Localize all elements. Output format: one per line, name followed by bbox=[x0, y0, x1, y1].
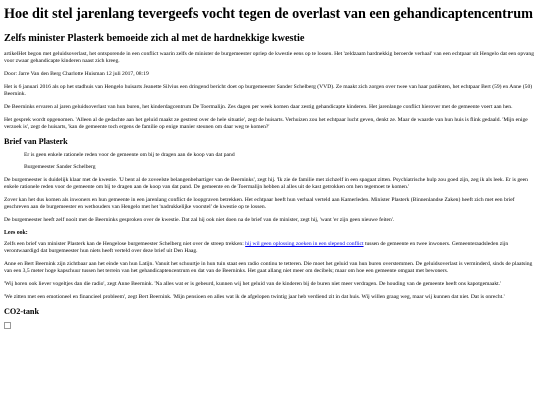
paragraph-text: Zelfs een brief van minister Plasterk kan de Hengelose burgemeester Schelberg niet over de streep trekken: bbox=[4, 241, 246, 248]
section-heading: CO2-tank bbox=[4, 307, 40, 317]
pull-quote-attribution: Burgemeester Sander Schelberg bbox=[24, 164, 96, 171]
read-also-label: Lees ook: bbox=[4, 229, 28, 236]
paragraph: De Beerninks ervaren al jaren geluidsoverlast van hun buren, het kinderdagcentrum De Toermalijn. Zes dagen per week komen daar zestig gehandicapte kinderen. Het jarenlange conflict hierover met de gemeente voert aan hen. bbox=[4, 103, 513, 110]
paragraph: De burgemeester heeft zelf nooit met de Beerninks gesproken over de kwestie. Dat zal hij ook niet doen na de brief van de minister, zegt hij, 'want 'er zijn geen nieuwe feiten'. bbox=[4, 216, 395, 223]
article-title: Hoe dit stel jarenlang tevergeefs vocht tegen de overlast van een gehandicaptencentrum bbox=[4, 6, 533, 22]
paragraph: 'We zitten met een emotioneel en financieel probleem', zegt Bert Beernink. 'Mijn pensioen en alles wat ik de afgelopen twintig jaar heb verdiend zit in dat huis. Wij willen graag weg, maar wij kunnen dat niet. Dat is onrecht.' bbox=[4, 293, 505, 300]
article-subtitle: Zelfs minister Plasterk bemoeide zich al met de hardnekkige kwestie bbox=[4, 33, 305, 44]
paragraph: Anne en Bert Beernink zijn zichtbaar aan het einde van hun Latijn. Vanuit het schuurtje in hun tuin staat een radio continu te tetteren. Die moet het geluid van hun buren overstemmen. De geluidsoverlast is verminderd, sinds de plaatsing van een 3,5 meter hoge kapschuur tussen het terrein van het gehandicaptencentrum en dat van de Beerninks. Het gaat allang niet meer om decibels; maar om hoe een gemeente omgaat met bewoners. bbox=[4, 261, 533, 275]
article-lead: artikelHet begon met geluidsoverlast, het ontsporende in een conflict waarin zelfs de minister de burgemeester opriep de kwestie eens op te lossen. Het 'zeldzaam hardnekkig beroerde verhaal' van een echtpaar uit Hengelo dat een opvang voor zwaar gehandicapte kinderen naast zich kreeg. bbox=[4, 51, 535, 65]
paragraph: Het gesprek wordt opgenomen. 'Alleen al de gedachte aan het geluid maakt ze gestrest over de hele situatie', zegt de huisarts. Verhuizen zou het echtpaar lucht geven, denkt ze. Maar de waarde van hun huis is flink gedaald. 'Mijn enige verzoek is', zegt de huisarts, 'kan de gemeente toch ergens de familie op enige manier steunen om daar weg te komen?' bbox=[4, 116, 528, 130]
section-heading: Brief van Plasterk bbox=[4, 137, 68, 146]
paragraph: Het is 6 januari 2016 als op het stadhuis van Hengelo huisarts Jeanette Silvius een dringend bericht doet op burgemeester Sander Schelberg (VVD). Ze maakt zich zorgen over twee van haar patiënten, het echtpaar Bert (59) en Anne (50) Beernink. bbox=[4, 83, 533, 97]
paragraph: De burgemeester is duidelijk klaar met de kwestie. 'U bent al de zoveelste belangenbehartiger van de Beerninks', zegt hij. 'Ik zie de familie met zichzelf in een spagaat zitten. Psychiatrische hulp zou goed zijn, zeg ik als leek. Er is geen enkele rationele reden voor de gemeente om bij te dragen aan de koop van dat pand. De gemeente en de Toermalijn hebben al alles uit de kast getrokken om hen tegemoet te komen.' bbox=[4, 176, 528, 190]
broken-image bbox=[4, 322, 536, 329]
related-article-link[interactable]: hij wil geen oplossing zoeken in een slepend conflict bbox=[245, 241, 364, 248]
paragraph: 'Wij horen ook liever vogeltjes dan die radio', zegt Anne Beernink. 'Na alles wat er is gebeurd, kunnen wij het geluid van de kinderen bij de buren niet meer verdragen. De houding van de gemeente heeft ons kapotgemaakt.' bbox=[4, 281, 502, 288]
broken-image-icon bbox=[4, 322, 11, 329]
paragraph: Zover kan het dus komen als inwoners en hun gemeente in een jarenlang conflict de loopgraven betrekken. Het echtpaar heeft hun verhaal verteld aan Kamerleden. Minister Plasterk (Binnenlandse Zaken) heeft zich met een brief geschreven aan de burgemeester en wethouders van Hengelo met het 'nadrukkelijke voorstel' de kwestie op te lossen. bbox=[4, 196, 515, 210]
article-byline: Door: Jarre Van den Berg Charlotte Huisman 12 juli 2017, 08:19 bbox=[4, 71, 149, 77]
paragraph-with-link bbox=[4, 241, 536, 255]
paragraph-text: tussen de gemeente en twee inwoners. Gemeenteraadsleden zijn verontwaardigd dat burgemeester hun niets heeft verteld over deze brief uit Den Haag. bbox=[4, 241, 509, 255]
pull-quote: Er is geen enkele rationele reden voor de gemeente om bij te dragen aan de koop van dat pand bbox=[24, 152, 235, 158]
